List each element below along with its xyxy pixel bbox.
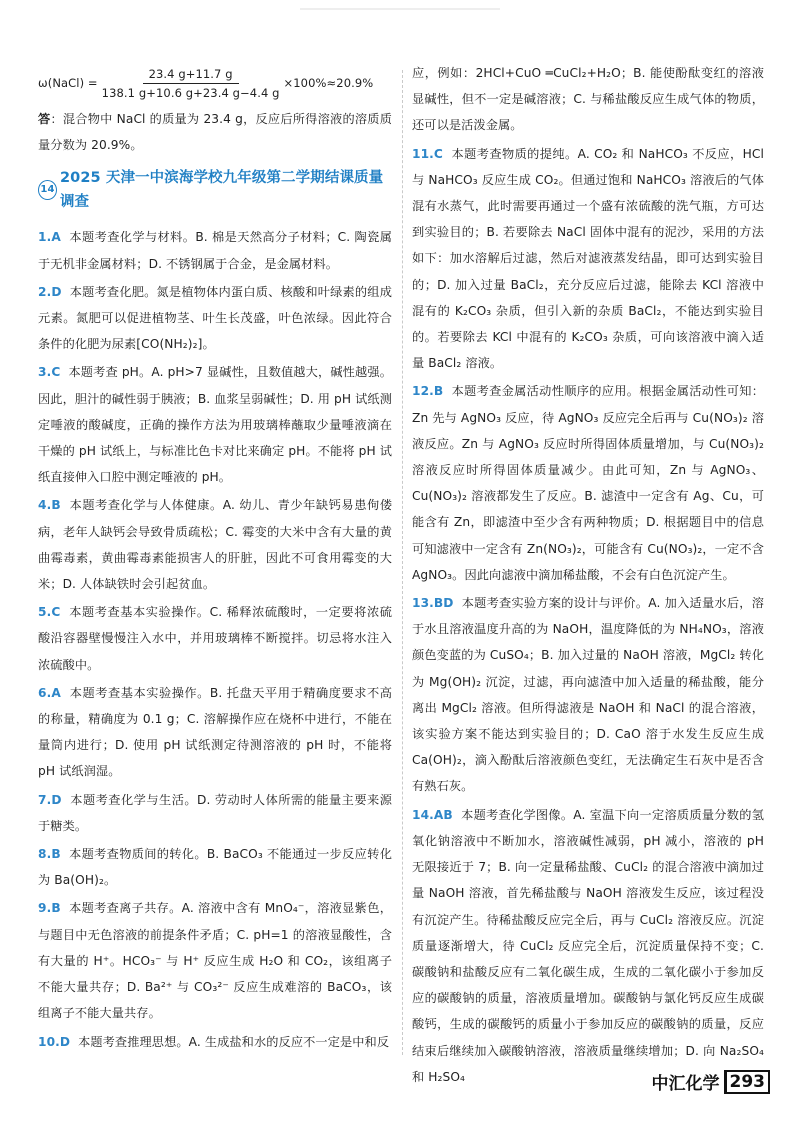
item-answer: B (51, 847, 61, 862)
item-text: 本题考查化肥。氮是植物体内蛋白质、核酸和叶绿素的组成元素。氮肥可以促进植物茎、叶生长茂盛，叶色浓绿。因此符合条件的化肥为尿素[CO(NH₂)₂]。 (38, 284, 392, 352)
item-number: 10. (38, 1034, 60, 1049)
item-text: 本题考查物质的提纯。A. CO₂ 和 NaHCO₃ 不反应，HCl 与 NaHCO₃ 反应生成 CO₂。但通过饱和 NaHCO₃ 溶液后的气体混有水蒸气，此时需要再通过一个盛有浓硫酸的洗气瓶，方可达到实验目的；B. 若要除去 NaCl 固体中混有的泥沙，采用的方法如下：加水溶解后过滤，然后对滤液蒸发结晶，即可达到实验目的；D. 加入过量 BaCl₂，充分反应后过滤，能除去 KCl 溶液中混有的 K₂CO₃ 杂质，但引入新的杂质 BaCl₂，不能达到实验目的。若要除去 KCl 中混有的 K₂CO₃ 杂质，可向该溶液中滴入适量 BaCl₂ 溶液。 (412, 146, 764, 371)
section-title: 2025 天津一中滨海学校九年级第二学期结课质量调查 (59, 170, 384, 211)
item-number: 14. (412, 807, 434, 822)
section-number: 14 (38, 180, 57, 200)
column-divider (402, 70, 403, 1055)
item-number: 8. (38, 847, 52, 862)
item-answer: B (51, 901, 61, 916)
solution-item (38, 787, 392, 839)
formula-rhs: ×100%≈20.9% (283, 75, 374, 90)
page-number: 293 (724, 1070, 771, 1094)
item-answer: C (433, 146, 443, 161)
solution-item (38, 492, 392, 597)
formula-lhs: ω(NaCl) = (38, 75, 98, 90)
item-number: 7. (38, 792, 52, 807)
right-column (412, 60, 764, 1092)
item-answer: A (51, 230, 61, 245)
item-text: 本题考查 pH。A. pH>7 显碱性，且数值越大，碱性越强。因此，胆汁的碱性弱于胰液；B. 血浆呈弱碱性；D. 用 pH 试纸测定唾液的酸碱度，正确的操作方法为用玻璃棒蘸取少量唾液滴在干燥的 pH 试纸上，与标准比色卡对比来确定 pH。不能将 pH 试纸直接伸入口腔中测定唾液的 pH。 (38, 365, 392, 485)
solution-item (38, 224, 392, 276)
formula-fraction (102, 65, 280, 102)
item-answer: B (51, 498, 61, 513)
continuation-text: 应，例如：2HCl+CuO ═CuCl₂+H₂O；B. 能使酚酞变红的溶液显碱性，但不一定是碱溶液；C. 与稀盐酸反应生成气体的物质，还可以是活泼金属。 (412, 66, 764, 133)
item-number: 1. (38, 230, 52, 245)
item-number: 13. (412, 596, 434, 611)
item-number: 3. (38, 365, 52, 380)
item-text: 本题考查基本实验操作。C. 稀释浓硫酸时，一定要将浓硫酸沿容器壁慢慢注入水中，并用玻璃棒不断搅拌。切忌将水注入浓硫酸中。 (38, 605, 392, 672)
solution-item (412, 141, 764, 377)
solution-item (412, 802, 764, 1090)
item-answer: C (51, 365, 61, 380)
footer-label: 中汇化学 (651, 1074, 720, 1094)
item-answer: B (433, 384, 444, 399)
item-answer: AB (433, 807, 453, 822)
answer-label: 答 (38, 112, 51, 126)
solution-item (38, 841, 392, 893)
item-answer: D (51, 284, 62, 299)
solution-item (38, 680, 392, 785)
top-faint-mark (300, 8, 500, 10)
item-answer: D (51, 792, 62, 807)
solution-item (38, 359, 392, 490)
answer-text: ：混合物中 NaCl 的质量为 23.4 g，反应后所得溶液的溶质质量分数为 20.9%。 (38, 112, 393, 153)
item-number: 9. (38, 901, 52, 916)
item-text: 本题考查基本实验操作。B. 托盘天平用于精确度要求不高的称量，精确度为 0.1 g；C. 溶解操作应在烧杯中进行，不能在量筒内进行；D. 使用 pH 试纸测定待测溶液的 pH 时，不能将 pH 试纸润湿。 (38, 685, 393, 779)
item-answer: D (59, 1034, 71, 1049)
item-number: 4. (38, 498, 52, 513)
formula-denominator: 138.1 g+10.6 g+23.4 g−4.4 g (101, 85, 280, 100)
solution-item (38, 279, 392, 358)
solution-item (38, 599, 392, 678)
page-footer (652, 1069, 771, 1094)
item-text: 本题考查离子共存。A. 溶液中含有 MnO₄⁻，溶液显紫色，与题目中无色溶液的前提条件矛盾；C. pH=1 的溶液显酸性，含有大量的 H⁺。HCO₃⁻ 与 H⁺ 反应生成 H₂O 和 CO₂，该组离子不能大量共存；D. Ba²⁺ 与 CO₃²⁻ 反应生成难溶的 BaCO₃，该组离子不能大量共存。 (38, 901, 392, 1021)
item-number: 11. (412, 146, 434, 161)
item-text: 本题考查物质间的转化。B. BaCO₃ 不能通过一步反应转化为 Ba(OH)₂。 (38, 847, 392, 888)
item-answer: A (51, 685, 61, 700)
item-text: 本题考查化学图像。A. 室温下向一定溶质质量分数的氢氧化钠溶液中不断加水，溶液碱性减弱，pH 减小，溶液的 pH 无限接近于 7；B. 向一定量稀盐酸、CuCl₂ 的混合溶液中滴加过量 NaOH 溶液，首先稀盐酸与 NaOH 溶液发生反应，该过程没有沉淀产生。待稀盐酸反应完全后，再与 CuCl₂ 溶液反应。沉淀质量逐渐增大，待 CuCl₂ 反应完全后，沉淀质量保持不变；C. 碳酸钠和盐酸反应有二氧化碳生成，生成的二氧化碳小于参加反应的碳酸钠的质量，溶液质量增加。碳酸钠与氯化钙反应生成碳酸钙，生成的碳酸钙的质量小于参加反应的碳酸钠的质量，反应结束后继续加入碳酸钠溶液，溶液质量继续增加；D. 向 Na₂SO₄ 和 H₂SO₄ (412, 807, 764, 1084)
item-text: 本题考查化学与生活。D. 劳动时人体所需的能量主要来源于糖类。 (38, 792, 392, 833)
item-text: 本题考查化学与人体健康。A. 幼儿、青少年缺钙易患佝偻病，老年人缺钙会导致骨质疏松；C. 霉变的大米中含有大量的黄曲霉毒素，黄曲霉毒素能损害人的肝脏，因此不可食用霉变的大米；D. 人体缺铁时会引起贫血。 (38, 498, 393, 592)
solution-item (38, 895, 392, 1026)
item-number: 6. (38, 685, 52, 700)
answer-conclusion (38, 106, 392, 158)
mass-fraction-formula (38, 60, 392, 106)
solution-item (38, 1029, 392, 1055)
item-number: 5. (38, 605, 52, 620)
item-text: 本题考查推理思想。A. 生成盐和水的反应不一定是中和反 (78, 1034, 390, 1049)
item-text: 本题考查化学与材料。B. 棉是天然高分子材料；C. 陶瓷属于无机非金属材料；D. 不锈钢属于合金，是金属材料。 (38, 230, 392, 271)
item-number: 12. (412, 384, 434, 399)
item-number: 2. (38, 284, 52, 299)
item-text: 本题考查实验方案的设计与评价。A. 加入适量水后，溶于水且溶液温度升高的为 NaOH，温度降低的为 NH₄NO₃，溶液颜色变蓝的为 CuSO₄；B. 加入过量的 NaOH 溶液，MgCl₂ 转化为 Mg(OH)₂ 沉淀，过滤，再向滤渣中加入适量的稀盐酸，能分离出 MgCl₂ 溶液。但所得滤液是 NaOH 和 NaCl 的混合溶液，该实验方案不能达到实验目的；D. CaO 溶于水发生反应生成 Ca(OH)₂，滴入酚酞后溶液颜色变红，无法确定生石灰中是否含有熟石灰。 (412, 596, 764, 794)
solution-item (412, 378, 764, 588)
section-heading (38, 166, 392, 214)
left-column (38, 60, 392, 1057)
item-answer: C (51, 605, 61, 620)
solution-item (412, 590, 764, 800)
formula-numerator: 23.4 g+11.7 g (143, 65, 239, 84)
item-answer: BD (433, 596, 454, 611)
item-text: 本题考查金属活动性顺序的应用。根据金属活动性可知：Zn 先与 AgNO₃ 反应，待 AgNO₃ 反应完全后再与 Cu(NO₃)₂ 溶液反应。Zn 与 AgNO₃ 反应时所得固体质量增加，与 Cu(NO₃)₂ 溶液反应时所得固体质量减少。由此可知，Zn 与 AgNO₃、Cu(NO₃)₂ 溶液都发生了反应。B. 滤渣中一定含有 Ag、Cu，可能含有 Zn，即滤渣中至少含有两种物质；D. 根据题目中的信息可知滤液中一定含有 Zn(NO₃)₂，可能含有 Cu(NO₃)₂，一定不含 AgNO₃。因此向滤液中滴加稀盐酸，不会有白色沉淀产生。 (412, 384, 765, 582)
